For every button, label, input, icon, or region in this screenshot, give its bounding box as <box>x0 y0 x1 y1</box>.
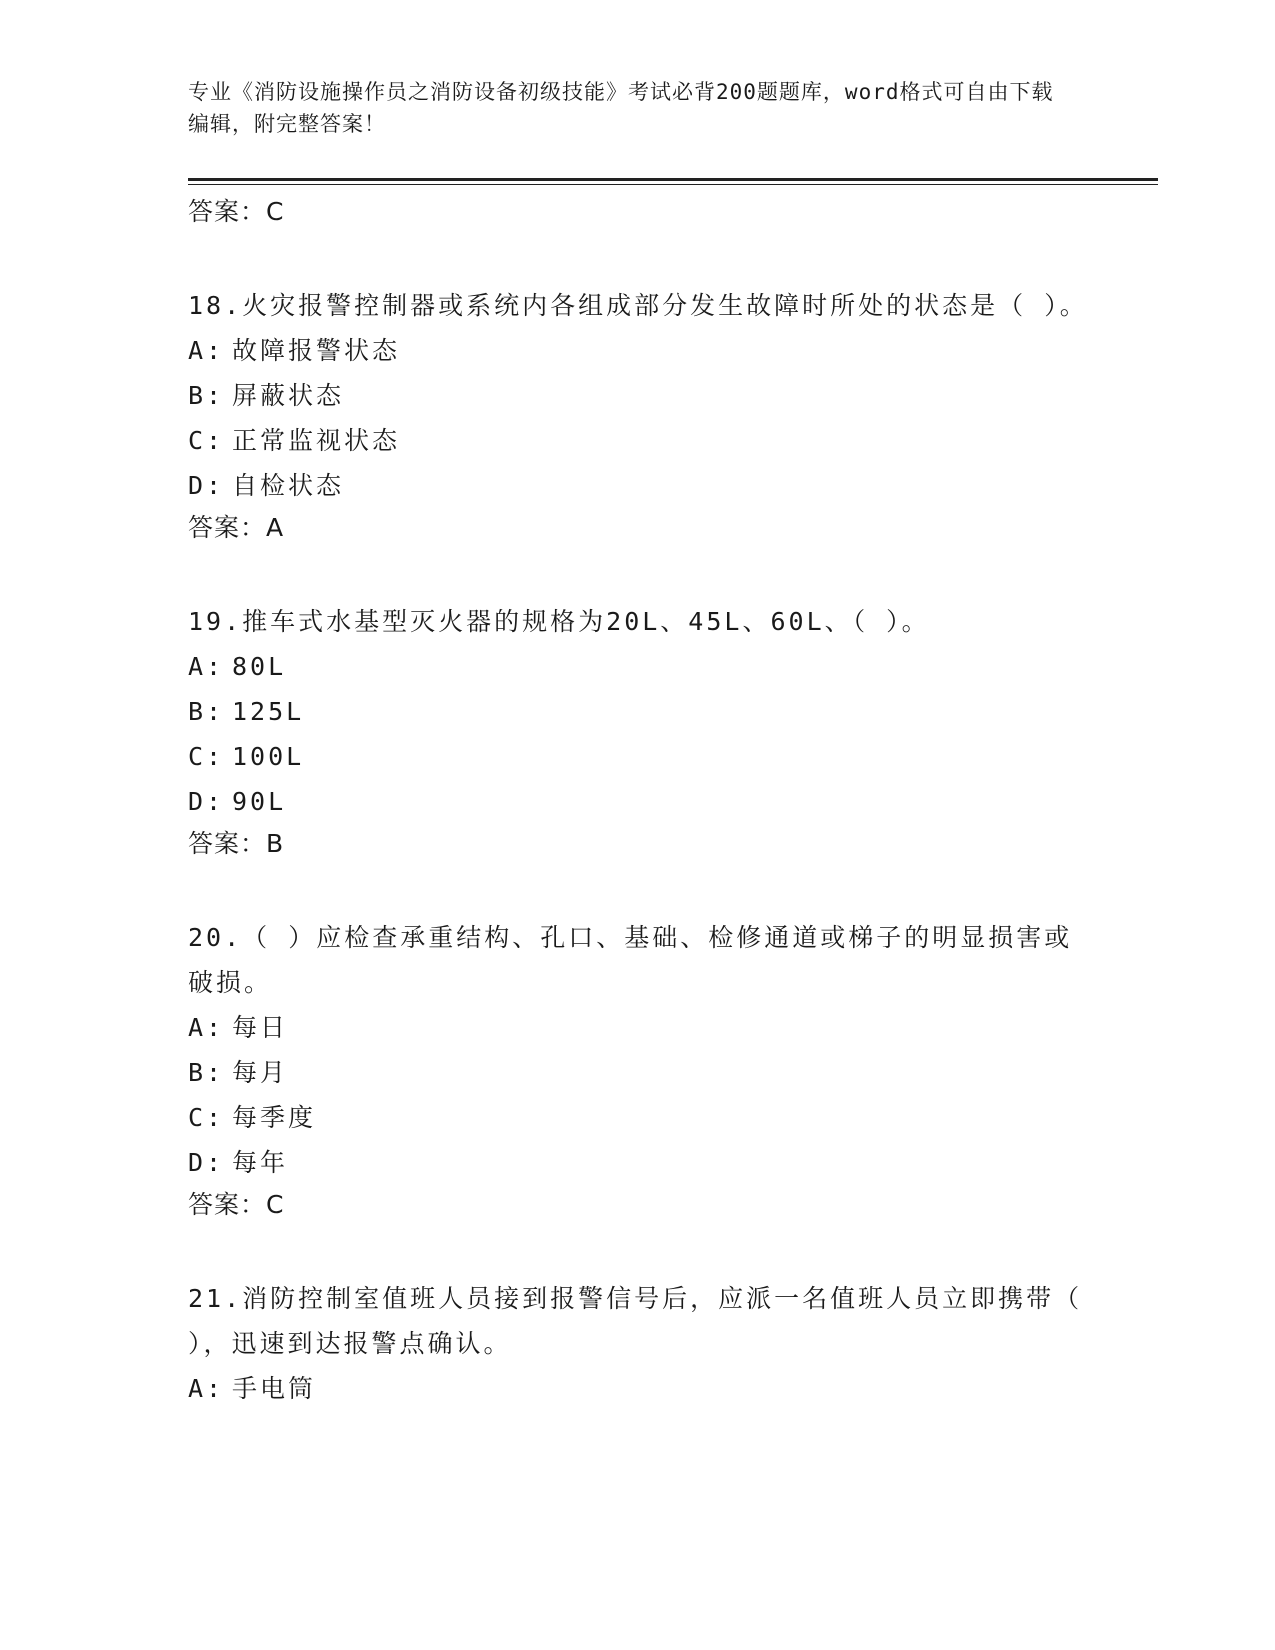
option-text: 故障报警状态 <box>232 336 401 365</box>
option-label: B: <box>188 1058 225 1087</box>
option-text: 125L <box>232 697 305 726</box>
question-block <box>188 283 1088 548</box>
option-text: 手电筒 <box>232 1374 317 1403</box>
question-list <box>188 192 1088 1411</box>
answer-line: 答案：C <box>188 1190 285 1219</box>
option-label: C: <box>188 1103 225 1132</box>
option-label: A: <box>188 1374 225 1403</box>
option-text: 自检状态 <box>232 471 345 500</box>
answer-line: 答案：B <box>188 829 285 858</box>
option-text: 90L <box>232 787 287 816</box>
option-text: 每季度 <box>232 1103 317 1132</box>
option-label: B: <box>188 697 225 726</box>
option-text: 屏蔽状态 <box>232 381 345 410</box>
option-c <box>188 1095 1088 1140</box>
option-a <box>188 1005 1088 1050</box>
option-label: D: <box>188 1148 225 1177</box>
option-d <box>188 1140 1088 1185</box>
option-text: 每月 <box>232 1058 289 1087</box>
option-label: D: <box>188 787 225 816</box>
option-a <box>188 644 1088 689</box>
document-header: 专业《消防设施操作员之消防设备初级技能》考试必背200题题库，word格式可自由下载编辑，附完整答案！ <box>188 80 1054 136</box>
question-block <box>188 1276 1088 1411</box>
option-c <box>188 734 1088 779</box>
question-block <box>188 599 1088 864</box>
option-label: A: <box>188 1013 225 1042</box>
option-label: D: <box>188 471 225 500</box>
option-text: 正常监视状态 <box>232 426 401 455</box>
question-text: 19.推车式水基型灭火器的规格为20L、45L、60L、（ ）。 <box>188 607 930 636</box>
header-rule-thick <box>188 178 1158 181</box>
question-block <box>188 915 1088 1225</box>
option-d <box>188 463 1088 508</box>
option-text: 100L <box>232 742 305 771</box>
option-label: C: <box>188 426 225 455</box>
option-d <box>188 779 1088 824</box>
option-label: A: <box>188 336 225 365</box>
answer-line: 答案：C <box>188 197 285 226</box>
option-label: C: <box>188 742 225 771</box>
option-label: B: <box>188 381 225 410</box>
question-text: 20.（ ）应检查承重结构、孔口、基础、检修通道或梯子的明显损害或破损。 <box>188 923 1073 997</box>
question-text: 18.火灾报警控制器或系统内各组成部分发生故障时所处的状态是（ ）。 <box>188 291 1088 320</box>
answer-line: 答案：A <box>188 513 285 542</box>
option-b <box>188 373 1088 418</box>
option-a <box>188 1366 1088 1411</box>
header-rule-thin <box>188 184 1158 185</box>
option-text: 80L <box>232 652 287 681</box>
option-b <box>188 689 1088 734</box>
option-label: A: <box>188 652 225 681</box>
option-text: 每年 <box>232 1148 289 1177</box>
question-text: 21.消防控制室值班人员接到报警信号后，应派一名值班人员立即携带（ ），迅速到达报警点确认。 <box>188 1284 1083 1358</box>
option-b <box>188 1050 1088 1095</box>
option-a <box>188 328 1088 373</box>
option-c <box>188 418 1088 463</box>
option-text: 每日 <box>232 1013 289 1042</box>
